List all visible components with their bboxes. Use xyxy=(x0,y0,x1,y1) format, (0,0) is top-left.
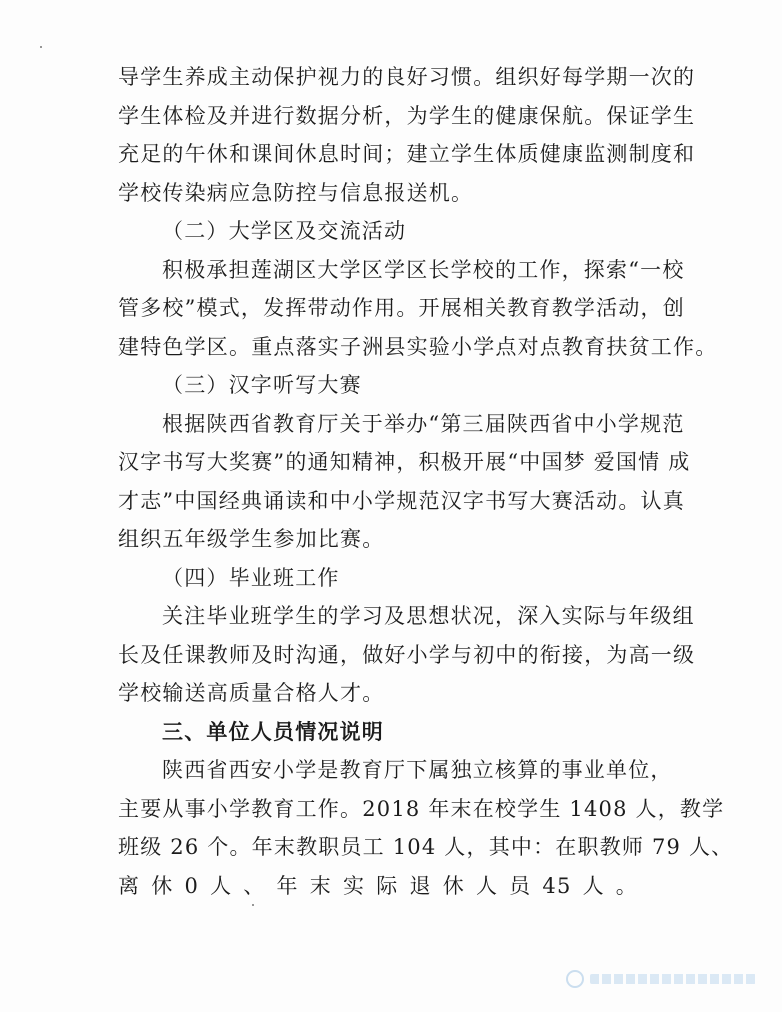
text-line: 建特色学区。重点落实子洲县实验小学点对点教育扶贫工作。 xyxy=(118,334,718,359)
paragraph-health xyxy=(118,58,696,212)
text-token: 人 xyxy=(475,873,499,898)
watermark-logo-icon xyxy=(566,970,584,988)
text-token: 退 xyxy=(409,873,432,898)
text-token: 实 xyxy=(343,873,366,898)
text-token: 际 xyxy=(376,873,399,898)
paragraph-section-3 xyxy=(118,405,691,559)
part-heading-3: 三、单位人员情况说明 xyxy=(162,718,384,744)
text-line: 关注毕业班学生的学习及思想状况，深入实际与年级组 xyxy=(162,604,695,628)
document-body xyxy=(118,58,734,905)
text-line: 长及任课教师及时沟通，做好小学与初中的衔接，为高一级 xyxy=(118,642,696,667)
text-line: 学校传染病应急防控与信息报送机。 xyxy=(118,180,474,205)
text-token: 休 xyxy=(151,873,174,898)
text-token: 、 xyxy=(243,873,266,898)
section-heading-3: （三）汉字听写大赛 xyxy=(162,373,362,397)
text-line: 管多校”模式，发挥带动作用。开展相关教育教学活动，创 xyxy=(118,296,685,320)
text-line: 学生体检及并进行数据分析，为学生的健康保航。保证学生 xyxy=(118,103,696,128)
text-token: 末 xyxy=(309,873,332,898)
text-line: 陕西省西安小学是教育厅下属独立核算的事业单位， xyxy=(162,758,673,782)
text-token: 。 xyxy=(615,873,638,898)
text-token: 0 xyxy=(184,873,200,898)
text-line: 才志”中国经典诵读和中小学规范汉字书写大赛活动。认真 xyxy=(118,488,685,513)
scan-speck xyxy=(40,46,42,48)
text-line: 班级 26 个。年末教职员工 104 人，其中：在职教师 79 人、 xyxy=(118,835,734,859)
text-token: 45 xyxy=(542,873,572,898)
text-token: 人 xyxy=(582,873,605,898)
text-line: 根据陕西省教育厅关于举办“第三届陕西省中小学规范 xyxy=(162,411,685,436)
paragraph-section-2 xyxy=(118,251,718,367)
paragraph-section-4 xyxy=(118,597,696,713)
text-line-justified xyxy=(118,867,638,906)
text-line: 汉字书写大奖赛”的通知精神，积极开展“中国梦 爱国情 成 xyxy=(118,450,691,474)
text-token: 人 xyxy=(210,873,233,898)
section-heading-4: （四）毕业班工作 xyxy=(162,565,340,590)
watermark-text-mark xyxy=(590,974,756,984)
text-line: 组织五年级学生参加比赛。 xyxy=(118,527,385,551)
text-line: 积极承担莲湖区大学区学区长学校的工作，探索“一校 xyxy=(162,257,685,282)
section-heading-2: （二）大学区及交流活动 xyxy=(162,219,407,243)
text-line: 充足的午休和课间休息时间；建立学生体质健康监测制度和 xyxy=(118,142,696,166)
paragraph-part-3 xyxy=(118,751,734,905)
text-token: 休 xyxy=(442,873,465,898)
text-token: 员 xyxy=(509,873,532,898)
watermark xyxy=(566,968,756,990)
text-line: 主要从事小学教育工作。2018 年末在校学生 1408 人，教学 xyxy=(118,796,725,821)
text-line: 导学生养成主动保护视力的良好习惯。组织好每学期一次的 xyxy=(118,65,696,89)
text-token: 年 xyxy=(276,873,299,898)
text-line: 学校输送高质量合格人才。 xyxy=(118,681,385,705)
text-token: 离 xyxy=(118,873,141,898)
